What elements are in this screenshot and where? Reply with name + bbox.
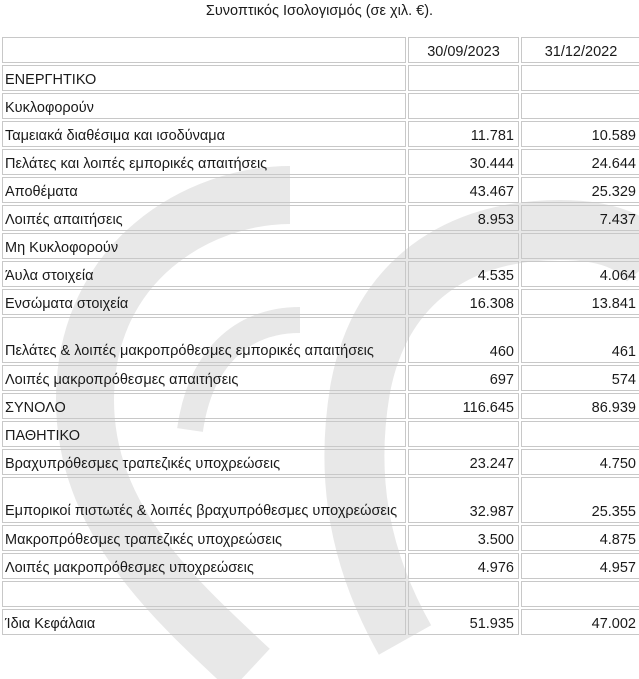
row-label: Πελάτες και λοιπές εμπορικές απαιτήσεις bbox=[2, 149, 406, 175]
row-label: ΣΥΝΟΛΟ bbox=[2, 393, 406, 419]
value-2022: 10.589 bbox=[521, 121, 639, 147]
table-row bbox=[2, 317, 639, 363]
value-2022: 13.841 bbox=[521, 289, 639, 315]
value-2022: 461 bbox=[521, 317, 639, 363]
table-row bbox=[2, 609, 639, 635]
table-row bbox=[2, 233, 639, 259]
value-2023: 3.500 bbox=[408, 525, 519, 551]
table-row bbox=[2, 553, 639, 579]
table-row bbox=[2, 289, 639, 315]
table-row bbox=[2, 205, 639, 231]
header-row bbox=[2, 37, 639, 63]
column-header-2022: 31/12/2022 bbox=[521, 37, 639, 63]
table-row bbox=[2, 261, 639, 287]
row-label: Αποθέματα bbox=[2, 177, 406, 203]
value-2023 bbox=[408, 581, 519, 607]
value-2022: 24.644 bbox=[521, 149, 639, 175]
table-row bbox=[2, 365, 639, 391]
table-row bbox=[2, 93, 639, 119]
table-row bbox=[2, 149, 639, 175]
row-label: Λοιπές μακροπρόθεσμες απαιτήσεις bbox=[2, 365, 406, 391]
table-row bbox=[2, 421, 639, 447]
value-2023: 51.935 bbox=[408, 609, 519, 635]
value-2022: 4.064 bbox=[521, 261, 639, 287]
table-row bbox=[2, 449, 639, 475]
row-label: ΕΝΕΡΓΗΤΙΚΟ bbox=[2, 65, 406, 91]
row-label: Λοιπές μακροπρόθεσμες υποχρεώσεις bbox=[2, 553, 406, 579]
table-row bbox=[2, 477, 639, 523]
balance-sheet-table bbox=[0, 35, 639, 637]
table-row bbox=[2, 121, 639, 147]
value-2023: 460 bbox=[408, 317, 519, 363]
balance-sheet-body bbox=[2, 37, 639, 635]
value-2022 bbox=[521, 581, 639, 607]
row-label: Λοιπές απαιτήσεις bbox=[2, 205, 406, 231]
value-2023: 4.535 bbox=[408, 261, 519, 287]
value-2023 bbox=[408, 65, 519, 91]
row-label: Ίδια Κεφάλαια bbox=[2, 609, 406, 635]
row-label: Πελάτες & λοιπές μακροπρόθεσμες εμπορικές απαιτήσεις bbox=[2, 317, 406, 363]
value-2022: 25.329 bbox=[521, 177, 639, 203]
value-2023: 4.976 bbox=[408, 553, 519, 579]
value-2023: 23.247 bbox=[408, 449, 519, 475]
value-2023: 30.444 bbox=[408, 149, 519, 175]
table-row bbox=[2, 65, 639, 91]
table-row bbox=[2, 581, 639, 607]
value-2023 bbox=[408, 421, 519, 447]
value-2023: 11.781 bbox=[408, 121, 519, 147]
value-2022 bbox=[521, 93, 639, 119]
value-2022: 7.437 bbox=[521, 205, 639, 231]
value-2023 bbox=[408, 93, 519, 119]
header-label-cell bbox=[2, 37, 406, 63]
row-label: Κυκλοφορούν bbox=[2, 93, 406, 119]
value-2023: 116.645 bbox=[408, 393, 519, 419]
value-2022 bbox=[521, 233, 639, 259]
value-2022: 86.939 bbox=[521, 393, 639, 419]
table-row bbox=[2, 525, 639, 551]
row-label: Μακροπρόθεσμες τραπεζικές υποχρεώσεις bbox=[2, 525, 406, 551]
value-2023 bbox=[408, 233, 519, 259]
row-label bbox=[2, 581, 406, 607]
row-label: Ενσώματα στοιχεία bbox=[2, 289, 406, 315]
row-label: Βραχυπρόθεσμες τραπεζικές υποχρεώσεις bbox=[2, 449, 406, 475]
row-label: Άυλα στοιχεία bbox=[2, 261, 406, 287]
table-row bbox=[2, 177, 639, 203]
value-2022: 574 bbox=[521, 365, 639, 391]
value-2023: 8.953 bbox=[408, 205, 519, 231]
value-2022: 47.002 bbox=[521, 609, 639, 635]
value-2023: 43.467 bbox=[408, 177, 519, 203]
row-label: Μη Κυκλοφορούν bbox=[2, 233, 406, 259]
column-header-2023: 30/09/2023 bbox=[408, 37, 519, 63]
value-2023: 697 bbox=[408, 365, 519, 391]
value-2022: 4.875 bbox=[521, 525, 639, 551]
value-2022: 25.355 bbox=[521, 477, 639, 523]
page-title: Συνοπτικός Ισολογισμός (σε χιλ. €). bbox=[205, 3, 434, 19]
row-label: Ταμειακά διαθέσιμα και ισοδύναμα bbox=[2, 121, 406, 147]
value-2022: 4.750 bbox=[521, 449, 639, 475]
row-label: Εμπορικοί πιστωτές & λοιπές βραχυπρόθεσμες υποχρεώσεις bbox=[2, 477, 406, 523]
value-2022 bbox=[521, 65, 639, 91]
value-2022: 4.957 bbox=[521, 553, 639, 579]
value-2022 bbox=[521, 421, 639, 447]
value-2023: 32.987 bbox=[408, 477, 519, 523]
row-label: ΠΑΘΗΤΙΚΟ bbox=[2, 421, 406, 447]
value-2023: 16.308 bbox=[408, 289, 519, 315]
table-row bbox=[2, 393, 639, 419]
